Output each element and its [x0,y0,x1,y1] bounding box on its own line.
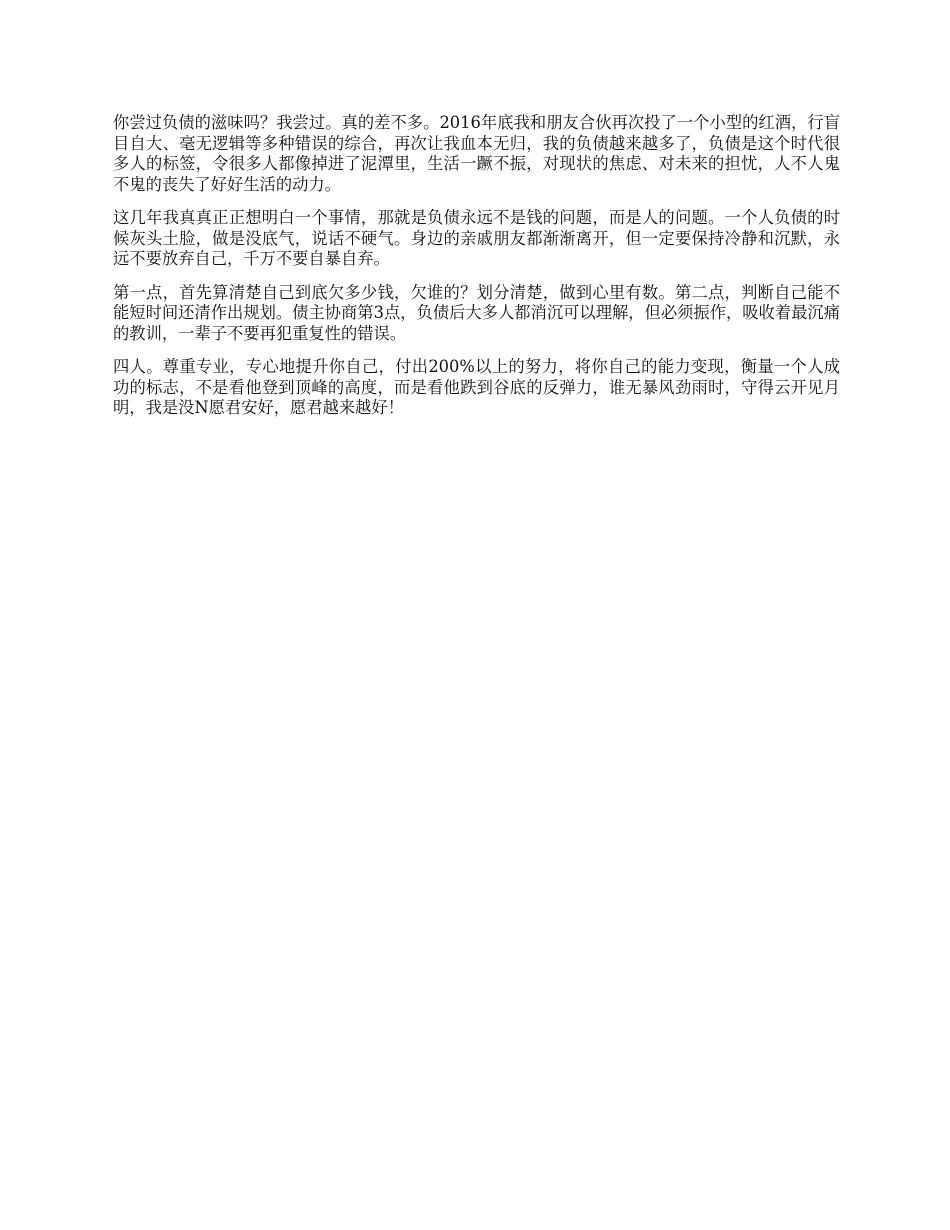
document-body [113,113,840,432]
paragraph-2: 这几年我真真正正想明白一个事情，那就是负债永远不是钱的问题，而是人的问题。一个人负债的时候灰头土脸，做是没底气，说话不硬气。身边的亲戚朋友都渐渐离开，但一定要保持冷静和沉默，永远不要放弃自己，千万不要自暴自弃。 [113,208,840,268]
paragraph-4: 四人。尊重专业，专心地提升你自己，付出200%以上的努力，将你自己的能力变现，衡量一个人成功的标志，不是看他登到顶峰的高度，而是看他跌到谷底的反弹力，谁无暴风劲雨时，守得云开见月明，我是没N愿君安好，愿君越来越好！ [113,357,840,417]
paragraph-1: 你尝过负债的滋味吗？我尝过。真的差不多。2016年底我和朋友合伙再次投了一个小型的红酒，行盲目自大、毫无逻辑等多种错误的综合，再次让我血本无归，我的负债越来越多了，负债是这个时代很多人的标签，令很多人都像掉进了泥潭里，生活一蹶不振，对现状的焦虑、对未来的担忧，人不人鬼不鬼的丧失了好好生活的动力。 [113,113,840,194]
paragraph-3: 第一点，首先算清楚自己到底欠多少钱，欠谁的？划分清楚，做到心里有数。第二点，判断自己能不能短时间还清作出规划。债主协商第3点，负债后大多人都消沉可以理解，但必须振作，吸收着最沉痛的教训，一辈子不要再犯重复性的错误。 [113,282,840,343]
